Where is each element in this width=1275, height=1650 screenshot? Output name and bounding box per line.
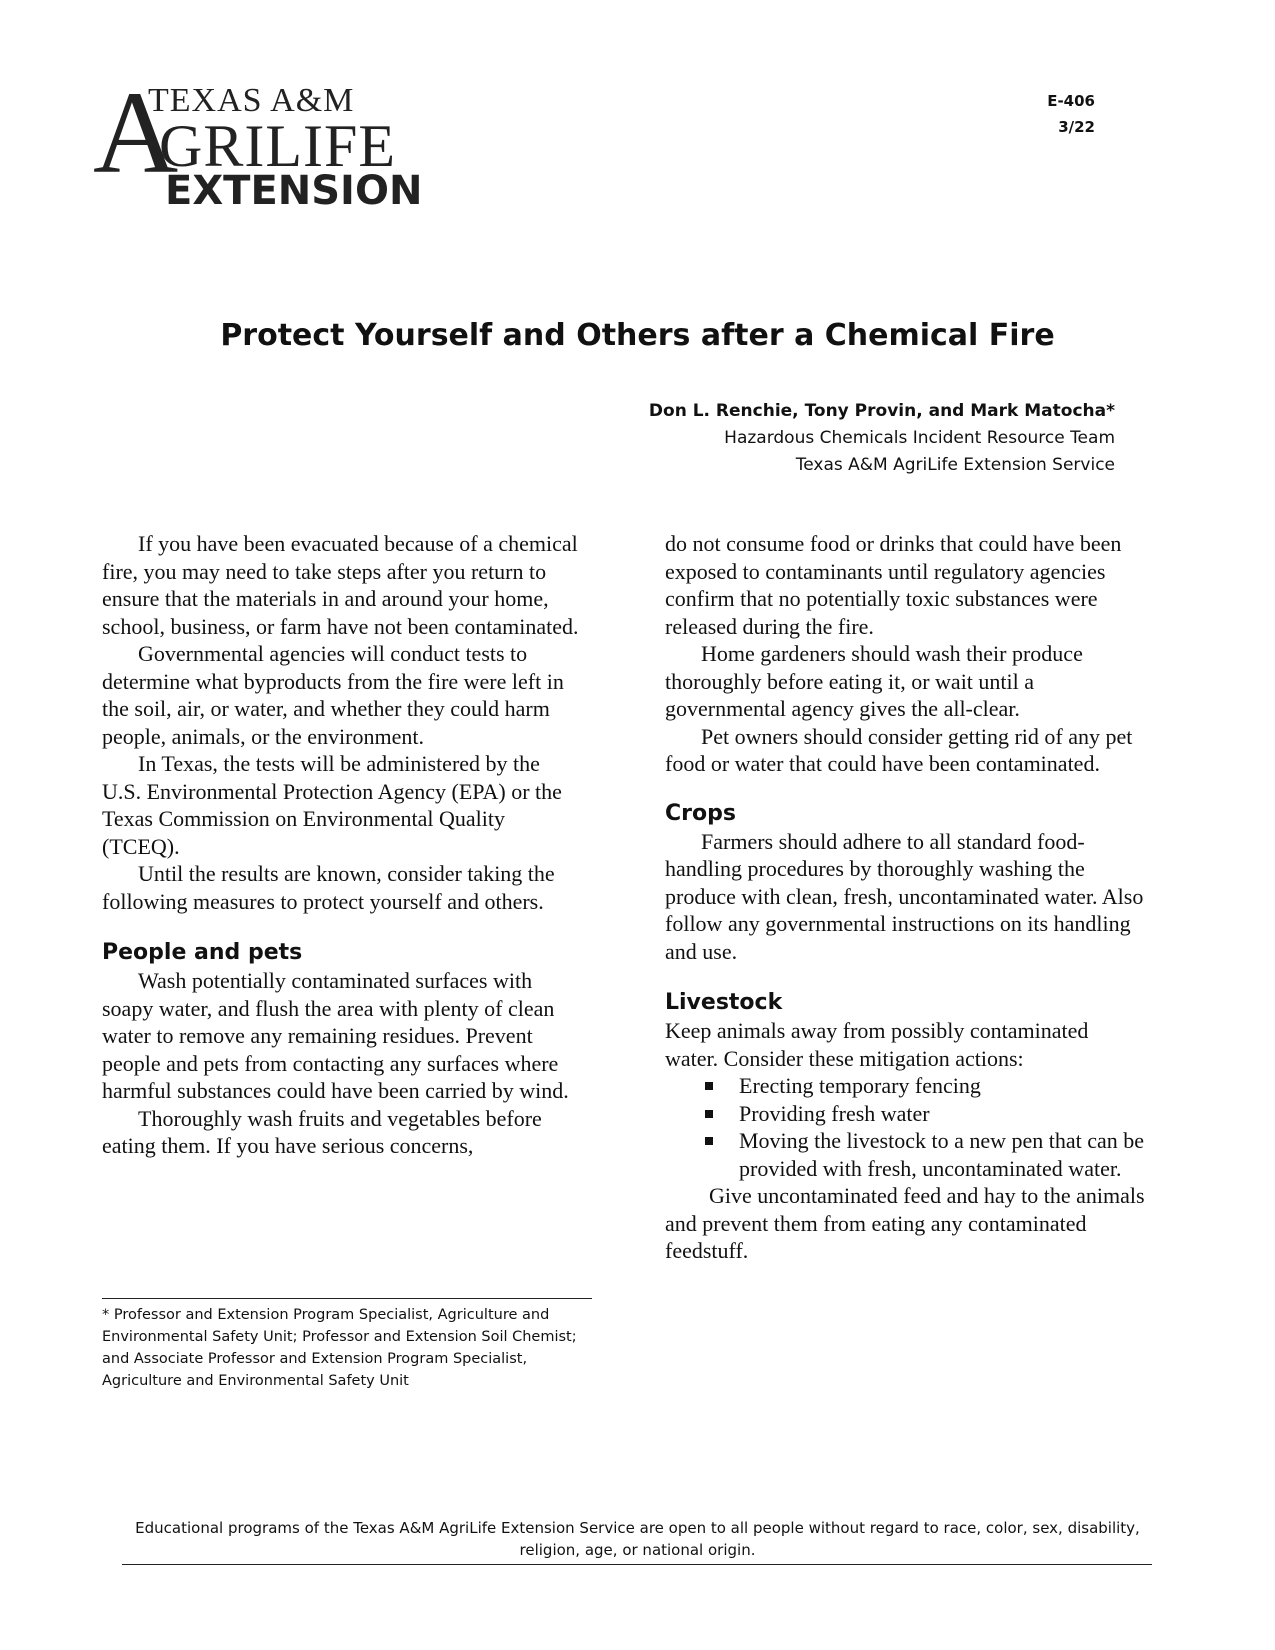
author-org: Texas A&M AgriLife Extension Service <box>795 455 1115 475</box>
page-title: Protect Yourself and Others after a Chemical Fire <box>220 318 1055 353</box>
publication-number: E-406 <box>1047 92 1095 110</box>
heading-crops: Crops <box>665 800 736 826</box>
footnote: * Professor and Extension Program Specialist, Agriculture and Environmental Safety Unit; Professor and Extension Soil Chemist; and Associate Professor and Extension Program Specialist, Agriculture and Environmental Safety Unit <box>102 1307 577 1389</box>
right-column <box>665 530 1145 1265</box>
author-team: Hazardous Chemicals Incident Resource Team <box>724 428 1115 448</box>
heading-livestock: Livestock <box>665 990 783 1015</box>
intro-paragraph: Until the results are known, consider taking the following measures to protect yourself and others. <box>102 861 555 914</box>
logo-texas-am: TEXAS A&M <box>148 82 355 119</box>
bullet-square-icon <box>705 1137 713 1145</box>
logo-extension: EXTENSION <box>165 168 423 214</box>
people-pets-paragraph: Thoroughly wash fruits and vegetables before eating them. If you have serious concerns, <box>102 1105 542 1158</box>
intro-paragraph: Governmental agencies will conduct tests to determine what byproducts from the fire were left in the soil, air, or water, and whether they could harm people, animals, or the environment. <box>102 641 564 749</box>
logo-agrilife: GRILIFE <box>159 113 396 179</box>
left-column <box>102 530 582 1160</box>
livestock-actions-list <box>665 1072 1145 1182</box>
people-pets-paragraph: Wash potentially contaminated surfaces with soapy water, and flush the area with plenty of clean water to remove any remaining residues. Prevent people and pets from contacting any surfaces where harmful substances could have been carried by wind. <box>102 968 569 1103</box>
equal-opportunity-statement: Educational programs of the Texas A&M AgriLife Extension Service are open to all people without regard to race, color, sex, disability, religion, age, or national origin. <box>135 1519 1140 1559</box>
logo-big-letter: A <box>93 67 179 198</box>
bullet-square-icon <box>705 1082 713 1090</box>
bullet-square-icon <box>705 1110 713 1118</box>
list-item: Providing fresh water <box>665 1100 1145 1128</box>
livestock-intro: Keep animals away from possibly contaminated water. Consider these mitigation actions: <box>665 1018 1089 1071</box>
crops-paragraph: Farmers should adhere to all standard food-handling procedures by thoroughly washing the produce with clean, fresh, uncontaminated water. Also follow any governmental instructions on its handling and use. <box>665 828 1144 964</box>
publication-info <box>1047 88 1095 140</box>
bottom-rule <box>122 1564 1152 1565</box>
people-pets-continued: do not consume food or drinks that could have been exposed to contaminants until regulatory agencies confirm that no potentially toxic substances were released during the fire. <box>665 531 1122 639</box>
gardeners-paragraph: Home gardeners should wash their produce thoroughly before eating it, or wait until a governmental agency gives the all-clear. <box>665 641 1083 721</box>
livestock-closing: Give uncontaminated feed and hay to the animals and prevent them from eating any contaminated feedstuff. <box>665 1183 1145 1263</box>
agrilife-logo <box>93 67 423 214</box>
author-block <box>649 398 1115 479</box>
publication-date: 3/22 <box>1058 118 1095 136</box>
list-item: Moving the livestock to a new pen that can be provided with fresh, uncontaminated water. <box>665 1127 1145 1182</box>
intro-paragraph: If you have been evacuated because of a chemical fire, you may need to take steps after you return to ensure that the materials in and around your home, school, business, or farm have not been contaminated. <box>102 531 579 639</box>
footnote-rule <box>102 1298 592 1299</box>
pet-owners-paragraph: Pet owners should consider getting rid of any pet food or water that could have been contaminated. <box>665 723 1133 776</box>
heading-people-pets: People and pets <box>102 940 303 965</box>
list-item: Erecting temporary fencing <box>665 1072 1145 1100</box>
intro-paragraph: In Texas, the tests will be administered by the U.S. Environmental Protection Agency (EPA) or the Texas Commission on Environmental Quality (TCEQ). <box>102 751 562 859</box>
author-names: Don L. Renchie, Tony Provin, and Mark Matocha* <box>648 401 1115 421</box>
